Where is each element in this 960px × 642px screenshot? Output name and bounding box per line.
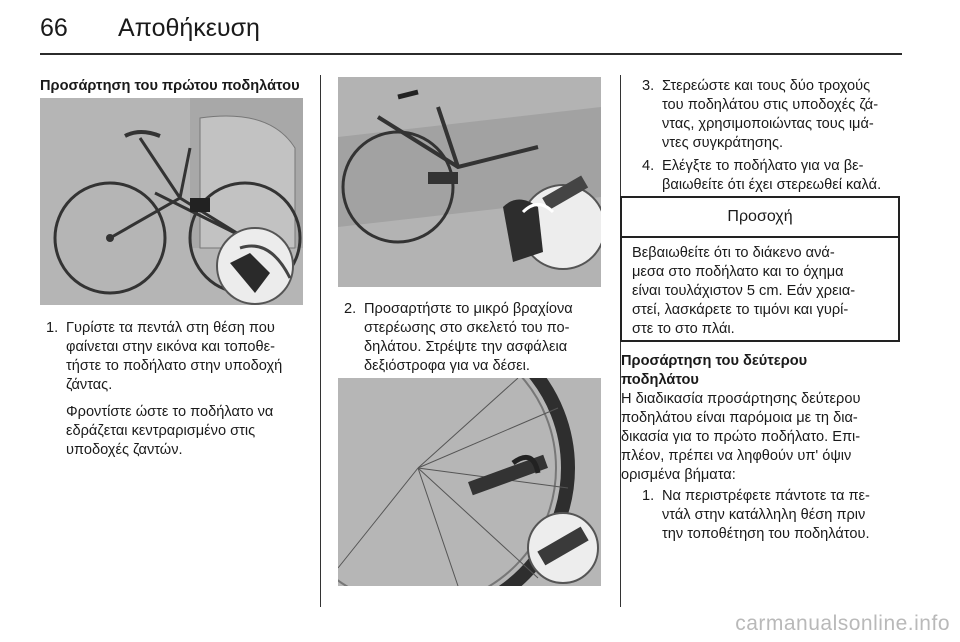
- caution-text: [632, 244, 894, 339]
- page-number: 66: [40, 14, 68, 42]
- column-divider-left: [320, 75, 321, 607]
- step-1-number: 1.: [46, 320, 59, 336]
- substep-1-line: την τοποθέτηση του ποδηλάτου.: [662, 526, 870, 542]
- caution-line: Βεβαιωθείτε ότι το διάκενο ανά‐: [632, 245, 835, 261]
- substep-1-line: Να περιστρέφετε πάντοτε τα πε‐: [662, 488, 870, 504]
- step-1-note-line: υποδοχές ζαντών.: [66, 442, 183, 458]
- caution-title: Προσοχή: [622, 198, 898, 238]
- bike-illustration: [40, 98, 303, 305]
- substep-1-number: 1.: [642, 488, 655, 504]
- step-1-line: φαίνεται στην εικόνα και τοποθε‐: [66, 339, 276, 355]
- paragraph-line: ορισμένα βήματα:: [621, 467, 736, 483]
- second-bike-heading-line: Προσάρτηση του δεύτερου: [621, 353, 808, 369]
- arm-clamp-illustration: [338, 77, 601, 287]
- step-2-number: 2.: [344, 301, 357, 317]
- paragraph-line: δικασία για το πρώτο ποδήλατο. Επι‐: [621, 429, 861, 445]
- step-1-note-line: εδράζεται κεντραρισμένο στις: [66, 423, 256, 439]
- paragraph-line: ποδηλάτου είναι παρόμοια με τη δια‐: [621, 410, 858, 426]
- second-bike-heading: [621, 352, 901, 390]
- figure-arm-clamp: [338, 77, 601, 287]
- step-2-line: δεξιόστροφα για να δέσει.: [364, 358, 530, 374]
- first-bike-heading: Προσάρτηση του πρώτου ποδηλάτου: [40, 78, 300, 94]
- step-2-line: δηλάτου. Στρέψτε την ασφάλεια: [364, 339, 568, 355]
- step-3-line: του ποδηλάτου στις υποδοχές ζά‐: [662, 97, 879, 113]
- second-bike-heading-line: ποδηλάτου: [621, 372, 699, 388]
- second-bike-paragraph: [621, 390, 906, 485]
- step-3-line: ντες συγκράτησης.: [662, 135, 784, 151]
- step-4-line: Ελέγξτε το ποδήλατο για να βε‐: [662, 158, 864, 174]
- header-rule: [40, 53, 902, 55]
- step-1-line: τήστε το ποδήλατο στην υποδοχή: [66, 358, 283, 374]
- figure-bike-mounted: [40, 98, 303, 305]
- step-1-line: ζάντας.: [66, 377, 113, 393]
- caution-box: [620, 196, 900, 342]
- watermark: carmanualsonline.info: [735, 612, 950, 635]
- step-3-line: ντας, χρησιμοποιώντας τους ιμά‐: [662, 116, 874, 132]
- step-4-number: 4.: [642, 158, 655, 174]
- substep-1-line: ντάλ στην κατάλληλη θέση πριν: [662, 507, 866, 523]
- step-3-line: Στερεώστε και τους δύο τροχούς: [662, 78, 871, 94]
- wheel-strap-illustration: [338, 378, 601, 586]
- step-2-line: Προσαρτήστε το μικρό βραχίονα: [364, 301, 573, 317]
- step-2-line: στερέωσης στο σκελετό του πο‐: [364, 320, 570, 336]
- caution-line: στε το στο πλάι.: [632, 321, 735, 337]
- paragraph-line: πλέον, πρέπει να ληφθούν υπ' όψιν: [621, 448, 852, 464]
- paragraph-line: Η διαδικασία προσάρτησης δεύτερου: [621, 391, 861, 407]
- step-3-number: 3.: [642, 78, 655, 94]
- page-title: Αποθήκευση: [118, 14, 260, 42]
- caution-line: μεσα στο ποδήλατο και το όχημα: [632, 264, 844, 280]
- figure-wheel-strap: [338, 378, 601, 586]
- caution-line: στεί, λασκάρετε το τιμόνι και γυρί‐: [632, 302, 849, 318]
- step-1-line: Γυρίστε τα πεντάλ στη θέση που: [66, 320, 275, 336]
- caution-line: είναι τουλάχιστον 5 cm. Εάν χρεια‐: [632, 283, 856, 299]
- step-1-note-line: Φροντίστε ώστε το ποδήλατο να: [66, 404, 274, 420]
- step-4-line: βαιωθείτε ότι έχει στερεωθεί καλά.: [662, 177, 882, 193]
